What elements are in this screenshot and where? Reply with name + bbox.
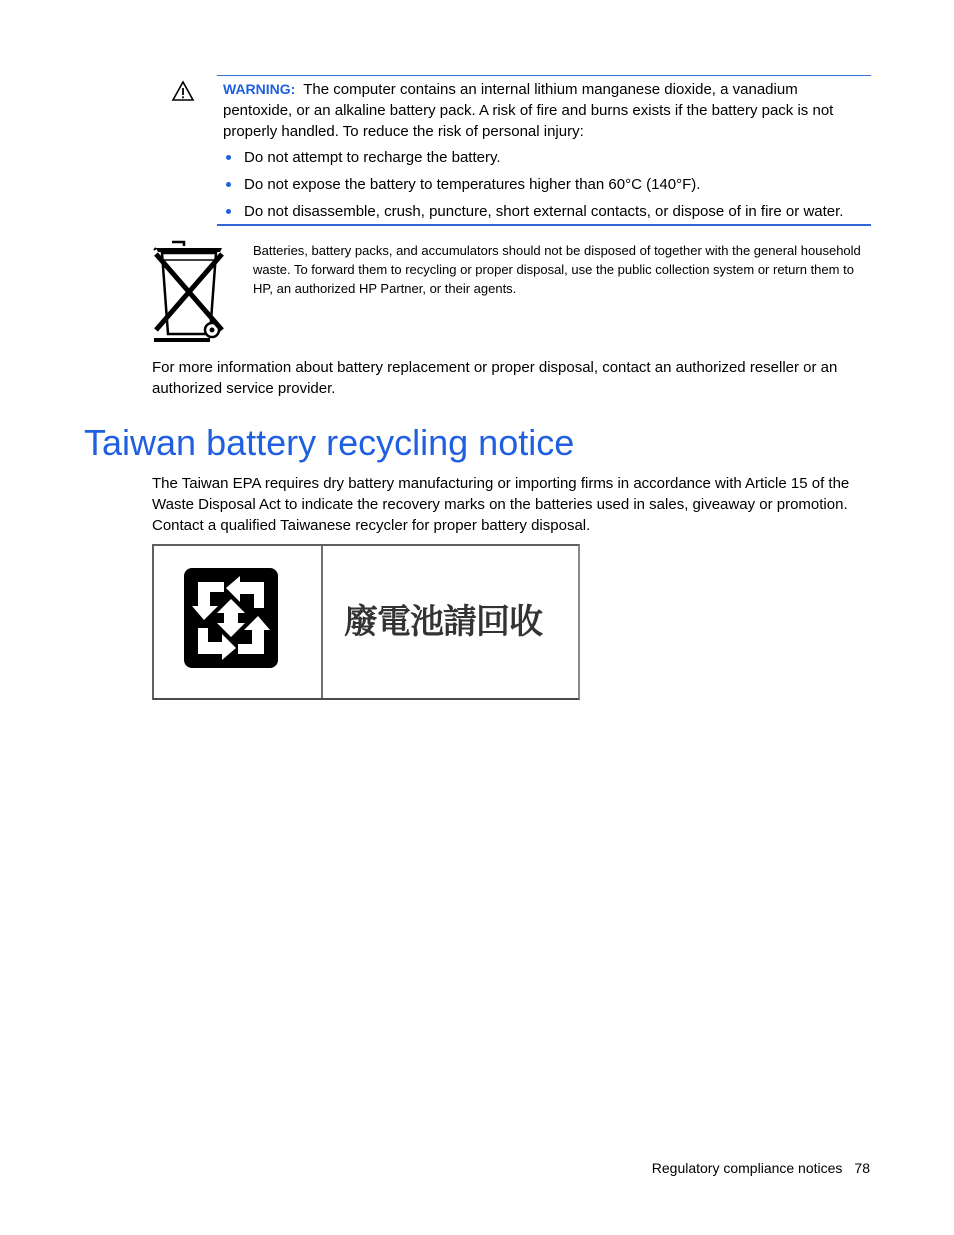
warning-list [223,147,873,228]
list-item: Do not expose the battery to temperatures higher than 60°C (140°F). [223,174,873,201]
recycling-chinese-text: 廢電池請回收 [344,602,542,642]
taiwan-recycling-mark-icon [184,568,278,668]
crossed-out-wheeled-bin-icon [150,238,230,342]
footer-section-name: Regulatory compliance notices [651,1160,843,1176]
page-footer [600,1158,870,1178]
list-item: Do not disassemble, crush, puncture, short external contacts, or dispose of in fire or water. [223,201,873,228]
section-body: The Taiwan EPA requires dry battery manufacturing or importing firms in accordance with Article 15 of the Waste Disposal Act to indicate the recovery marks on the batteries used in sales, giveaway or promotion. Contact a qualified Taiwanese recycler for proper battery disposal. [152,475,850,534]
list-item: Do not attempt to recharge the battery. [223,147,873,174]
recycling-mark-box [152,544,580,700]
warning-body: The computer contains an internal lithium manganese dioxide, a vanadium pentoxide, or an alkaline battery pack. A risk of fire and burns exists if the battery pack is not properly handled. To reduce the risk of personal injury: [223,81,834,140]
warning-label: WARNING: [223,81,296,97]
warning-top-rule [217,75,871,76]
page-number: 78 [854,1160,870,1176]
warning-text [223,79,863,142]
more-info-paragraph: For more information about battery replacement or proper disposal, contact an authorized reseller or an authorized service provider. [152,359,838,397]
warning-bottom-rule [217,224,871,226]
disposal-text: Batteries, battery packs, and accumulators should not be disposed of together with the general household waste. To forward them to recycling or proper disposal, use the public collection system or return them to HP, an authorized HP Partner, or their agents. [253,243,861,296]
section-heading: Taiwan battery recycling notice [84,422,575,463]
mark-divider [321,546,323,698]
warning-triangle-icon [171,80,195,102]
